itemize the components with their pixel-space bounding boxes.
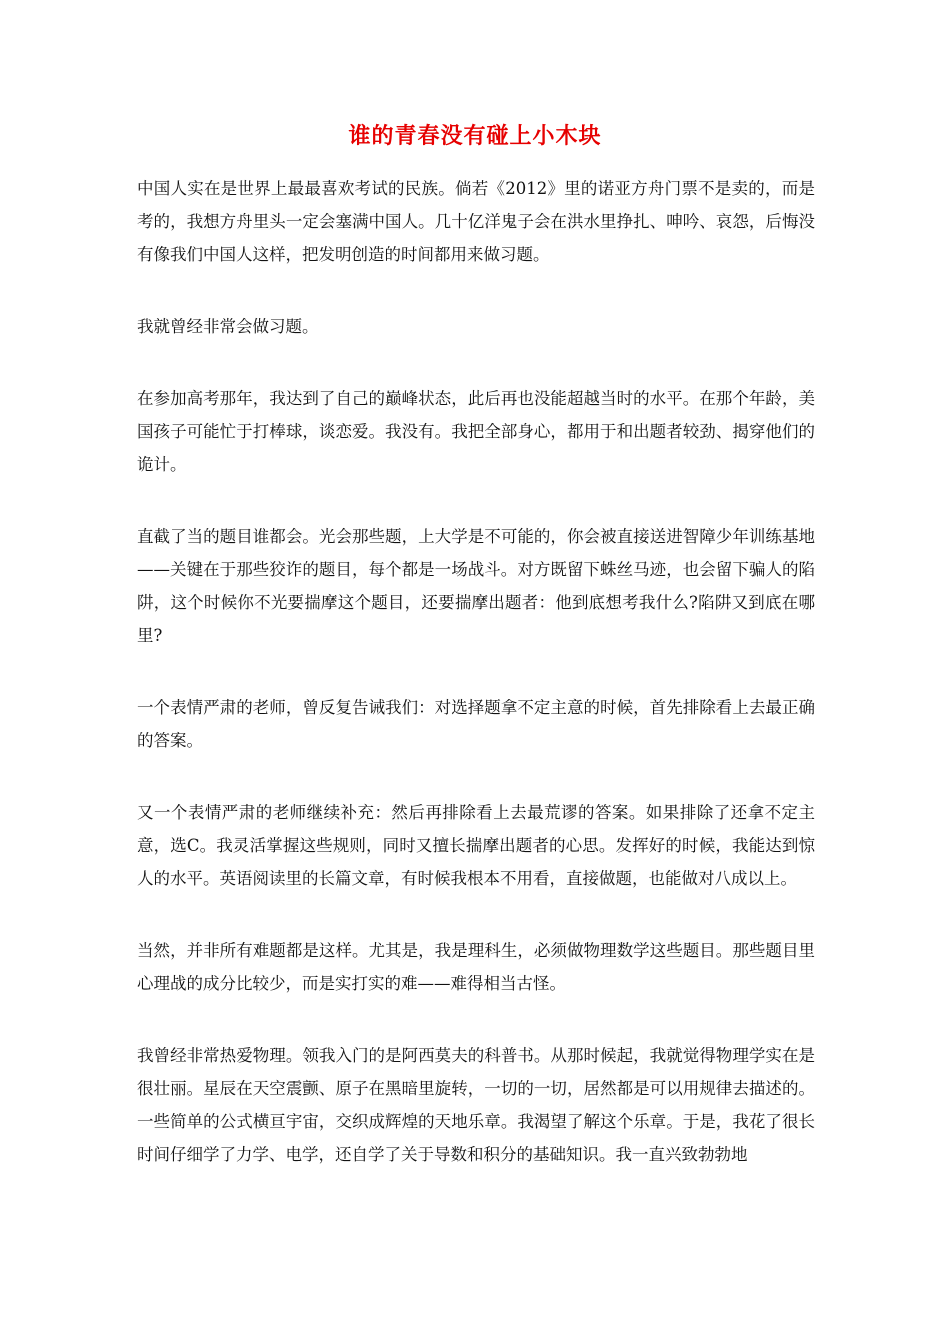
paragraph: 又一个表情严肃的老师继续补充：然后再排除看上去最荒谬的答案。如果排除了还拿不定主意，选C。我灵活掌握这些规则，同时又擅长揣摩出题者的心思。发挥好的时候，我能达到惊人的水平。英语阅读里的长篇文章，有时候我根本不用看，直接做题，也能做对八成以上。 — [137, 803, 815, 888]
paragraph: 直截了当的题目谁都会。光会那些题，上大学是不可能的，你会被直接送进智障少年训练基地——关键在于那些狡诈的题目，每个都是一场战斗。对方既留下蛛丝马迹，也会留下骗人的陷阱，这个时候你不光要揣摩这个题目，还要揣摩出题者：他到底想考我什么?陷阱又到底在哪里? — [137, 527, 815, 645]
paragraph: 在参加高考那年，我达到了自己的巅峰状态，此后再也没能超越当时的水平。在那个年龄，美国孩子可能忙于打棒球，谈恋爱。我没有。我把全部身心，都用于和出题者较劲、揭穿他们的诡计。 — [137, 389, 815, 474]
paragraph: 中国人实在是世界上最最喜欢考试的民族。倘若《2012》里的诺亚方舟门票不是卖的，而是考的，我想方舟里头一定会塞满中国人。几十亿洋鬼子会在洪水里挣扎、呻吟、哀怨，后悔没有像我们中国人这样，把发明创造的时间都用来做习题。 — [137, 179, 815, 264]
paragraph: 当然，并非所有难题都是这样。尤其是，我是理科生，必须做物理数学这些题目。那些题目里心理战的成分比较少，而是实打实的难——难得相当古怪。 — [137, 941, 815, 993]
paragraph: 一个表情严肃的老师，曾反复告诫我们：对选择题拿不定主意的时候，首先排除看上去最正确的答案。 — [137, 698, 815, 750]
paragraph: 我就曾经非常会做习题。 — [137, 317, 319, 336]
document-title: 谁的青春没有碰上小木块 — [348, 123, 602, 149]
document-body — [137, 172, 815, 1210]
paragraph: 我曾经非常热爱物理。领我入门的是阿西莫夫的科普书。从那时候起，我就觉得物理学实在是很壮丽。星辰在天空震颤、原子在黑暗里旋转，一切的一切，居然都是可以用规律去描述的。一些简单的公式横亘宇宙，交织成辉煌的天地乐章。我渴望了解这个乐章。于是，我花了很长时间仔细学了力学、电学，还自学了关于导数和积分的基础知识。我一直兴致勃勃地 — [137, 1046, 815, 1164]
